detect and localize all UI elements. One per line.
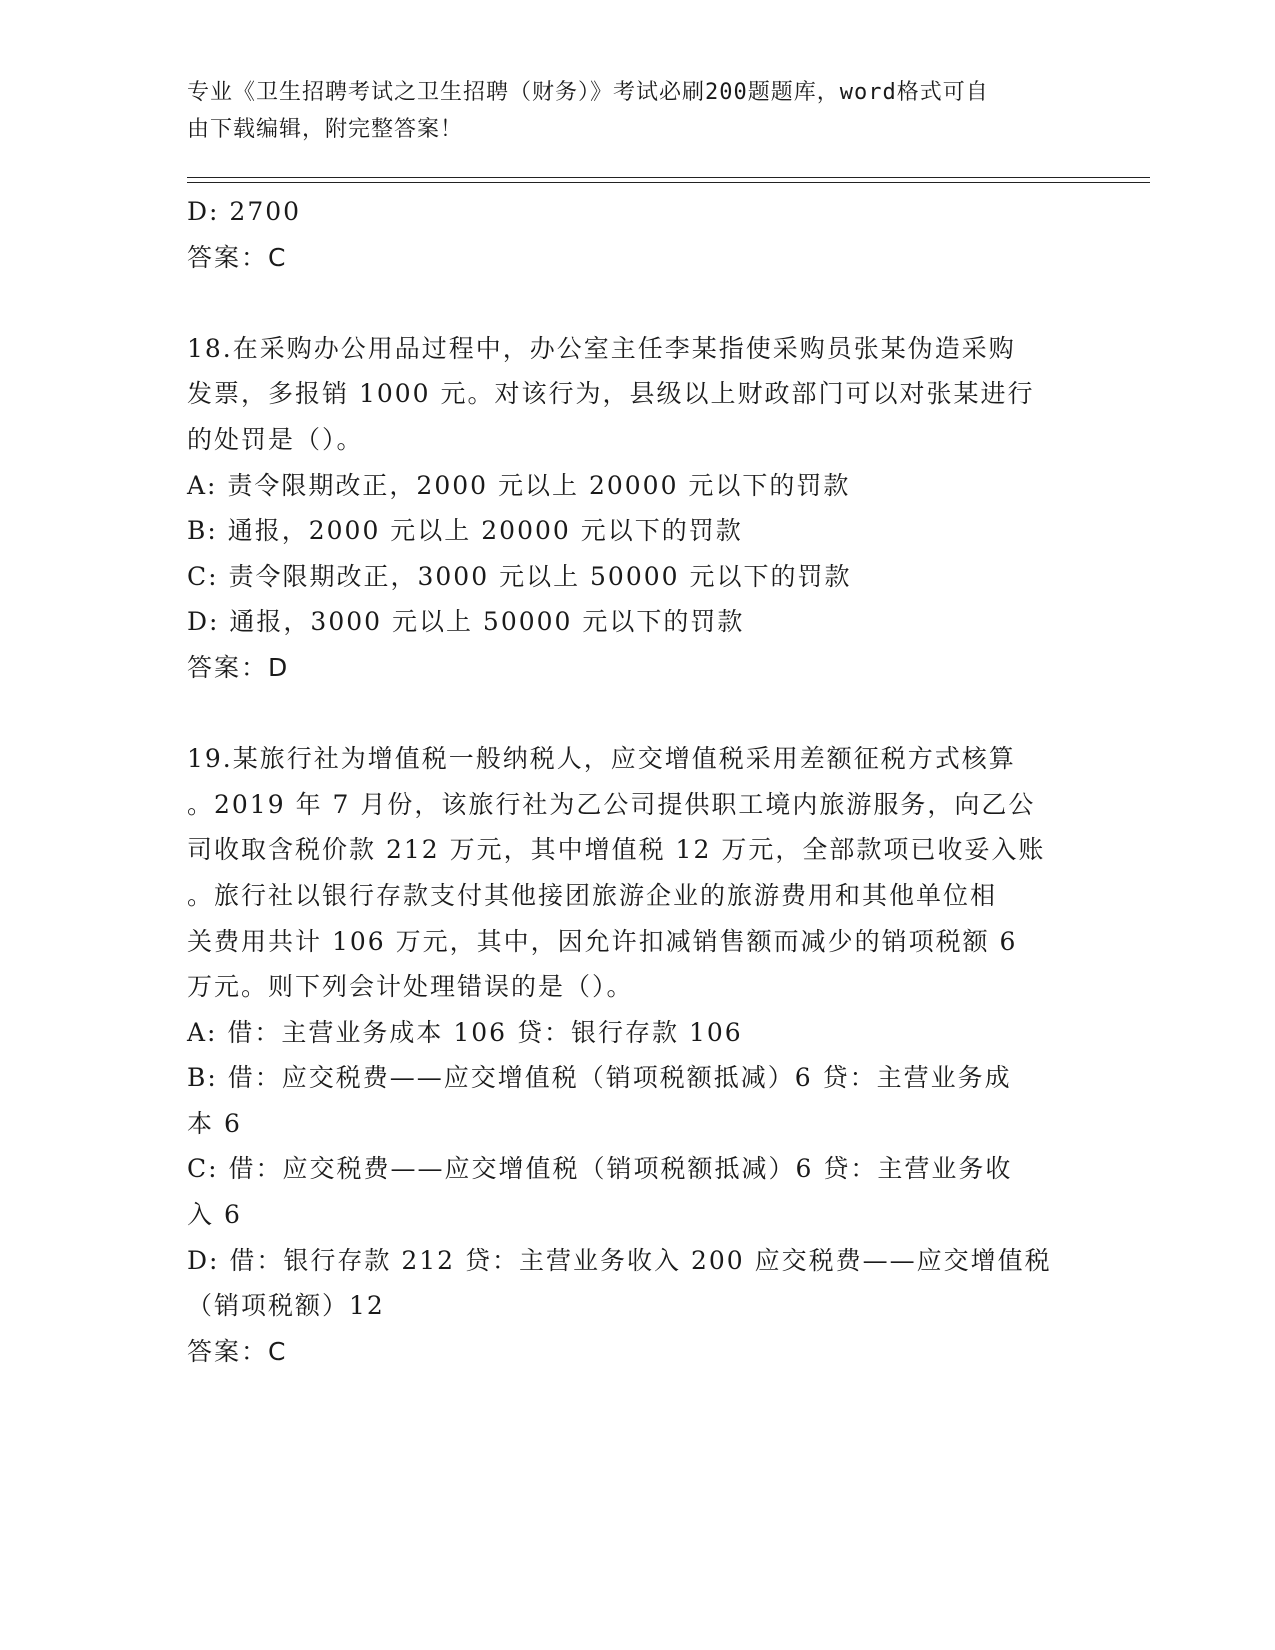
option-b-continued: 本 6 xyxy=(187,1108,242,1138)
option-c: C: 借：应交税费——应交增值税（销项税额抵减）6 贷：主营业务收 xyxy=(187,1154,1013,1184)
question-stem-line: 18.在采购办公用品过程中，办公室主任李某指使采购员张某伪造采购 xyxy=(187,333,1016,363)
question-stem-line: 关费用共计 106 万元，其中，因允许扣减销售额而减少的销项税额 6 xyxy=(187,926,1018,956)
option-c: C: 责令限期改正，3000 元以上 50000 元以下的罚款 xyxy=(187,561,852,591)
option-c-continued: 入 6 xyxy=(187,1200,242,1230)
answer: 答案：C xyxy=(187,1336,288,1366)
answer: 答案：C xyxy=(187,242,288,272)
header-rule-top xyxy=(187,177,1150,178)
question-stem-line: 。旅行社以银行存款支付其他接团旅游企业的旅游费用和其他单位相 xyxy=(187,880,998,910)
answer: 答案：D xyxy=(187,652,290,682)
option-a: A: 责令限期改正，2000 元以上 20000 元以下的罚款 xyxy=(187,470,851,500)
header-line-2: 由下载编辑，附完整答案！ xyxy=(187,117,464,142)
question-19 xyxy=(187,736,1087,1374)
spacer xyxy=(187,280,1087,326)
option-d-continued: （销项税额）12 xyxy=(187,1291,385,1321)
question-stem-line: 司收取含税价款 212 万元，其中增值税 12 万元，全部款项已收妥入账 xyxy=(187,835,1046,865)
question-stem-line: 万元。则下列会计处理错误的是（）。 xyxy=(187,972,634,1002)
previous-question-tail xyxy=(187,189,1087,280)
question-stem-line: 19.某旅行社为增值税一般纳税人，应交增值税采用差额征税方式核算 xyxy=(187,744,1016,774)
option-b: B: 借：应交税费——应交增值税（销项税额抵减）6 贷：主营业务成 xyxy=(187,1063,1012,1093)
question-stem-line: 。2019 年 7 月份，该旅行社为乙公司提供职工境内旅游服务，向乙公 xyxy=(187,789,1036,819)
document-header xyxy=(187,74,1067,148)
option-a: A: 借：主营业务成本 106 贷：银行存款 106 xyxy=(187,1017,743,1047)
spacer xyxy=(187,691,1087,737)
question-stem-line: 发票，多报销 1000 元。对该行为，县级以上财政部门可以对张某进行 xyxy=(187,379,1035,409)
option-d: D: 2700 xyxy=(187,197,302,226)
header-line-1: 专业《卫生招聘考试之卫生招聘（财务）》考试必刷200题题库，word格式可自 xyxy=(187,80,989,105)
option-b: B: 通报，2000 元以上 20000 元以下的罚款 xyxy=(187,516,743,546)
document-body xyxy=(187,189,1087,1374)
option-d: D: 借：银行存款 212 贷：主营业务收入 200 应交税费——应交增值税 xyxy=(187,1245,1052,1275)
question-stem-line: 的处罚是（）。 xyxy=(187,424,364,454)
option-d: D: 通报，3000 元以上 50000 元以下的罚款 xyxy=(187,607,745,637)
header-rule-bottom xyxy=(187,182,1150,183)
question-18 xyxy=(187,326,1087,691)
